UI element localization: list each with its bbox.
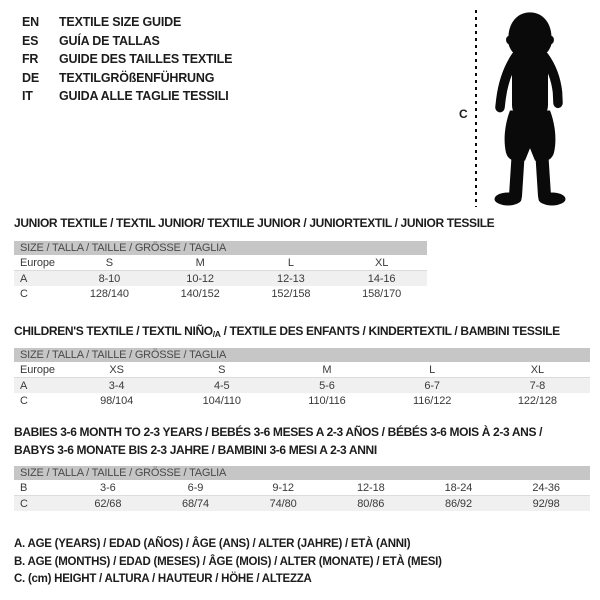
table-row: [14, 480, 590, 496]
footnotes: [14, 536, 442, 589]
table-row: [14, 393, 590, 408]
table-cell: 14-16: [367, 272, 396, 285]
height-c-label: C: [459, 107, 468, 121]
table-cell: 104/110: [202, 394, 241, 407]
children-size-table: [14, 362, 590, 408]
row-label-cell: B: [14, 480, 64, 496]
language-code: ES: [22, 33, 39, 48]
babies-heading-line1: BABIES 3-6 MONTH TO 2-3 YEARS / BEBÉS 3-6 MESES A 2-3 AÑOS / BÉBÉS 3-6 MOIS À 2-3 ANS /: [14, 425, 543, 439]
table-cell: 158/170: [362, 287, 402, 300]
footnote-c: C. (cm) HEIGHT / ALTURA / HAUTEUR / HÖHE / ALTEZZA: [14, 573, 312, 586]
table-row: [14, 496, 590, 512]
row-label-cell: A: [20, 272, 28, 285]
table-row: [14, 378, 590, 394]
table-cell: 86/92: [444, 497, 472, 510]
language-code: FR: [22, 52, 39, 66]
language-code: IT: [22, 89, 33, 103]
table-cell: 110/116: [308, 394, 346, 407]
table-cell: L: [380, 362, 485, 378]
table-row: [14, 255, 427, 271]
footnote-a: A. AGE (YEARS) / EDAD (AÑOS) / ÂGE (ANS) / ALTER (JAHRE) / ETÀ (ANNI): [14, 538, 411, 550]
language-code: DE: [22, 70, 39, 85]
children-heading-text: / TEXTILE DES ENFANTS / KINDERTEXTIL / BAMBINI TESSILE: [220, 324, 560, 338]
junior-size-table: [14, 255, 427, 301]
table-cell: 6-9: [152, 480, 240, 496]
baby-silhouette: [480, 8, 580, 213]
babies-size-table: [14, 480, 590, 511]
table-cell: 68/74: [181, 497, 209, 510]
row-label-cell: A: [20, 379, 28, 392]
table-cell: XS: [64, 362, 169, 378]
table-cell: M: [274, 362, 379, 378]
language-label: GUIDA ALLE TAGLIE TESSILI: [59, 89, 229, 103]
table-cell: 3-6: [64, 480, 152, 496]
junior-section-heading: JUNIOR TEXTILE / TEXTIL JUNIOR/ TEXTILE JUNIOR / JUNIORTEXTIL / JUNIOR TESSILE: [14, 216, 495, 230]
language-row: [22, 69, 232, 88]
table-cell: 6-7: [424, 379, 440, 392]
table-cell: 152/158: [271, 287, 311, 300]
table-cell: 122/128: [517, 394, 557, 407]
table-cell: 18-24: [415, 480, 503, 496]
table-cell: 5-6: [319, 379, 335, 392]
table-cell: 12-18: [327, 480, 415, 496]
row-label-cell: Europe: [14, 255, 64, 271]
table-cell: XL: [336, 255, 427, 271]
language-list: [22, 13, 232, 106]
table-cell: 62/68: [94, 497, 122, 510]
table-cell: 98/104: [100, 394, 134, 407]
table-row: [14, 271, 427, 287]
language-label: TEXTILGRÖßENFÜHRUNG: [59, 70, 215, 85]
babies-size-header-bar: SIZE / TALLA / TAILLE / GRÖSSE / TAGLIA: [14, 466, 590, 480]
table-cell: 80/86: [357, 497, 385, 510]
row-label-cell: C: [20, 497, 28, 510]
table-cell: 140/152: [180, 287, 220, 300]
children-section-heading: [14, 324, 560, 339]
table-cell: 3-4: [108, 379, 125, 392]
babies-heading-line2: BABYS 3-6 MONATE BIS 2-3 JAHRE / BAMBINI 3-6 MESI A 2-3 ANNI: [14, 443, 377, 457]
table-cell: 4-5: [213, 379, 230, 392]
table-cell: 8-10: [98, 272, 121, 285]
language-row: [22, 13, 232, 32]
table-cell: 9-12: [239, 480, 327, 496]
table-cell: M: [155, 255, 246, 271]
babies-section-heading: [14, 423, 542, 459]
language-row: [22, 87, 232, 106]
table-cell: L: [246, 255, 337, 271]
language-row: [22, 32, 232, 51]
table-cell: 74/80: [269, 497, 297, 510]
table-row: [14, 362, 590, 378]
table-cell: 24-36: [502, 480, 590, 496]
row-label-cell: C: [20, 394, 28, 407]
children-heading-text: CHILDREN'S TEXTILE / TEXTIL NIÑO: [14, 324, 213, 338]
row-label-cell: C: [20, 287, 28, 300]
language-label: GUÍA DE TALLAS: [59, 33, 160, 48]
table-cell: S: [169, 362, 274, 378]
row-label-cell: Europe: [14, 362, 64, 378]
table-row: [14, 286, 427, 301]
table-cell: 10-12: [186, 272, 214, 285]
table-cell: 7-8: [529, 379, 546, 392]
table-cell: 92/98: [532, 497, 560, 510]
language-label: TEXTILE SIZE GUIDE: [59, 15, 182, 29]
children-size-header-bar: SIZE / TALLA / TAILLE / GRÖSSE / TAGLIA: [14, 348, 590, 362]
table-cell: S: [64, 255, 155, 271]
table-cell: 12-13: [277, 272, 305, 285]
height-dotted-line: [475, 10, 477, 207]
table-cell: 128/140: [89, 287, 129, 300]
table-cell: 116/122: [413, 394, 452, 407]
children-heading-subscript: /A: [212, 329, 221, 339]
junior-size-header-bar: SIZE / TALLA / TAILLE / GRÖSSE / TAGLIA: [14, 241, 427, 255]
language-row: [22, 50, 232, 69]
height-figure: [452, 6, 597, 211]
language-code: EN: [22, 15, 39, 29]
language-label: GUIDE DES TAILLES TEXTILE: [59, 52, 233, 66]
footnote-b: B. AGE (MONTHS) / EDAD (MESES) / ÂGE (MOIS) / ALTER (MONATE) / ETÀ (MESI): [14, 555, 442, 568]
table-cell: XL: [485, 362, 590, 378]
